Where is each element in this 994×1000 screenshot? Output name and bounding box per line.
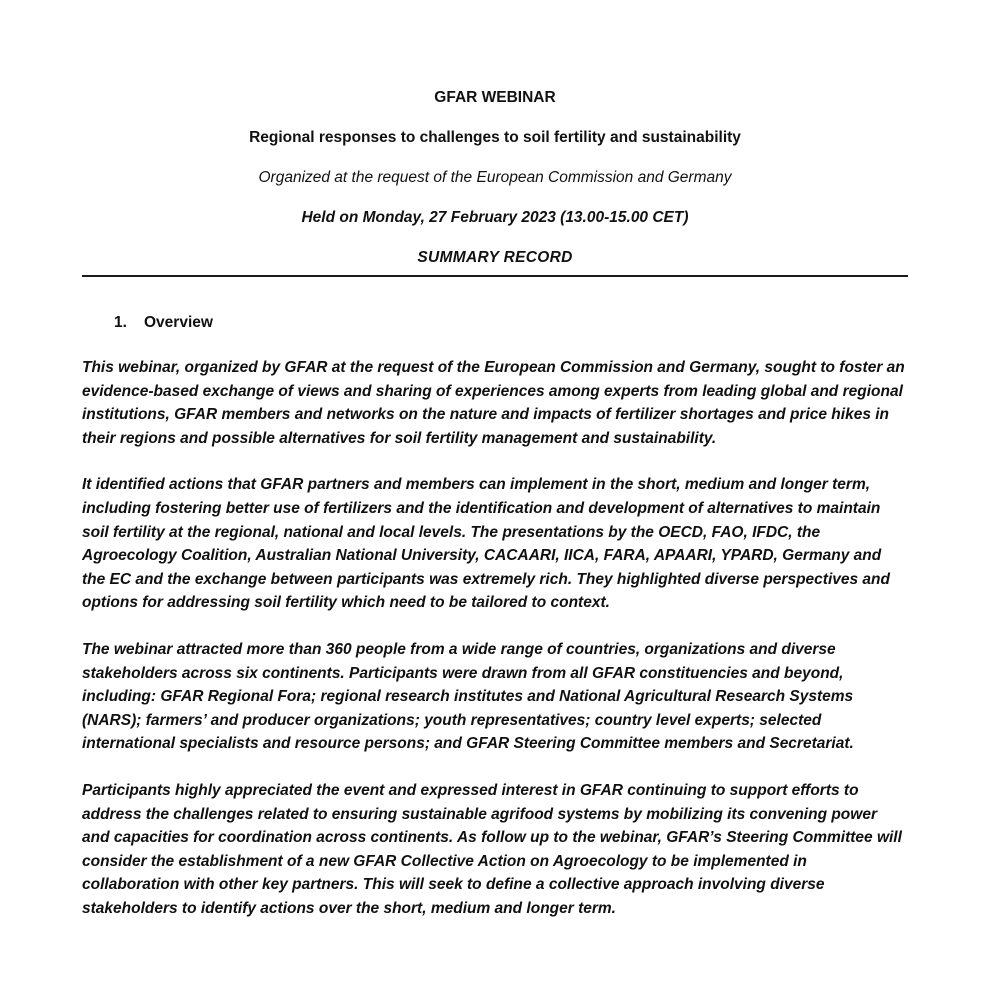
section-number: 1. [114,314,127,331]
section-title: Overview [144,314,213,331]
paragraph-follow-up: Participants highly appreciated the event and expressed interest in GFAR continuing to support efforts to address the challenges related to ensuring sustainable agrifood systems by mobilizing its convening power and capacities for coordination across continents. As follow up to the webinar, GFAR’s Steering Committee will consider the establishment of a new GFAR Collective Action on Agroecology to be implemented in collaboration with other key partners. This will seek to define a collective approach involving diverse stakeholders to identify actions over the short, medium and longer term. [82,781,902,917]
held-date-line: Held on Monday, 27 February 2023 (13.00-15.00 CET) [301,209,689,226]
document-subtitle: Regional responses to challenges to soil fertility and sustainability [249,129,741,146]
organized-line: Organized at the request of the European Commission and Germany [258,169,732,186]
paragraph-attendance: The webinar attracted more than 360 people from a wide range of countries, organizations and diverse stakeholders across six continents. Participants were drawn from all GFAR constituencies and beyond, including: GFAR Regional Fora; regional research institutes and National Agricultural Research Systems (NARS); farmers’ and producer organizations; youth representatives; country level experts; selected international specialists and resource persons; and GFAR Steering Committee members and Secretariat. [82,640,854,753]
section-heading-overview [82,313,908,332]
summary-record-heading: SUMMARY RECORD [417,249,573,266]
document-title: GFAR WEBINAR [434,89,556,106]
paragraph-webinar-purpose: This webinar, organized by GFAR at the request of the European Commission and Germany, sought to foster an evidence-based exchange of views and sharing of experiences among experts from leading global and regional institutions, GFAR members and networks on the nature and impacts of fertilizer shortages and price hikes in their regions and possible alternatives for soil fertility management and sustainability. [82,359,905,447]
paragraph-identified-actions: It identified actions that GFAR partners and members can implement in the short, medium and longer term, including fostering better use of fertilizers and the identification and development of alternatives to maintain soil fertility at the regional, national and local levels. The presentations by the OECD, FAO, IFDC, the Agroecology Coalition, Australian National University, CACAARI, IICA, FARA, APAARI, YPARD, Germany and the EC and the exchange between participants was extremely rich. They highlighted diverse perspectives and options for addressing soil fertility which need to be tailored to context. [82,476,890,612]
summary-record-rule [82,248,908,277]
